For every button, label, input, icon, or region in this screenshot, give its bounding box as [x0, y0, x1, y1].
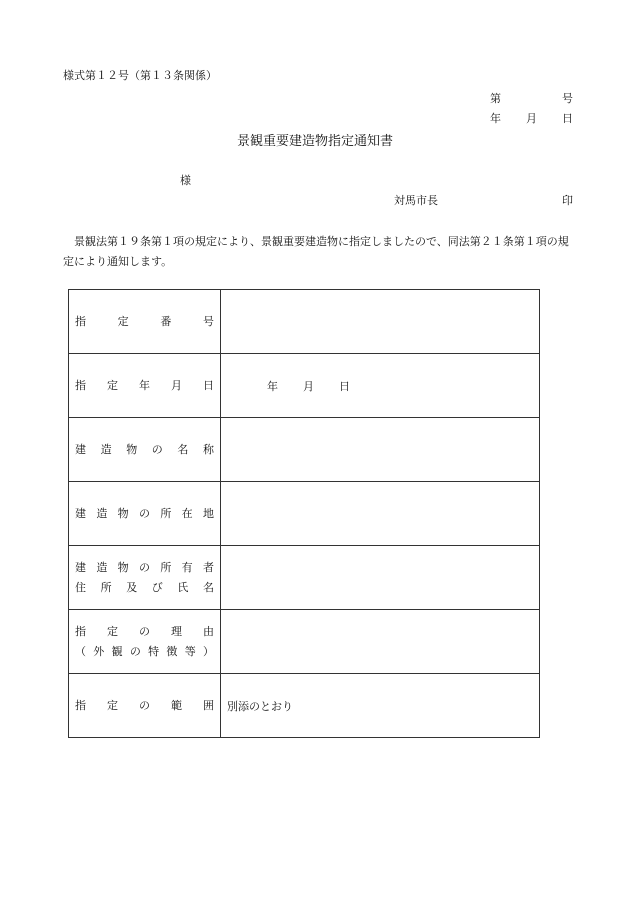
row-value-cell[interactable] — [221, 546, 540, 610]
form-number: 様式第１２号（第１３条関係） — [63, 69, 217, 82]
row-label-char: 所 — [160, 560, 172, 574]
row-label-char: 観 — [111, 644, 123, 658]
row-label-char: 物 — [117, 560, 129, 574]
row-label-char: 造 — [100, 442, 112, 456]
row-value-cell[interactable] — [221, 418, 540, 482]
table-row — [69, 418, 540, 482]
table-row — [69, 546, 540, 610]
row-label-cell — [69, 418, 221, 482]
row-label-char: 徴 — [166, 644, 178, 658]
table-row — [69, 290, 540, 354]
row-label-char: 所 — [100, 580, 112, 594]
row-label-cell — [69, 546, 221, 610]
table-row — [69, 482, 540, 546]
table-row — [69, 610, 540, 674]
row-label-char: 氏 — [177, 580, 189, 594]
row-label-cell — [69, 354, 221, 418]
row-label-char: 号 — [202, 314, 214, 328]
row-label-line — [69, 696, 220, 716]
document-number-suffix: 号 — [562, 92, 573, 105]
date-month-label: 月 — [526, 112, 537, 125]
row-label-char: 月 — [171, 378, 182, 392]
date-year-label: 年 — [490, 112, 501, 125]
row-label-char: の — [139, 624, 150, 638]
row-label-line — [69, 642, 220, 662]
row-label-char: の — [138, 560, 150, 574]
row-label-char: 地 — [202, 506, 214, 520]
row-label-char: （ — [75, 644, 86, 658]
table-row — [69, 674, 540, 738]
row-label-char: 定 — [117, 314, 129, 328]
row-label-line — [69, 578, 220, 598]
row-label-char: 等 — [184, 644, 196, 658]
row-label-char: の — [151, 442, 163, 456]
table-row — [69, 354, 540, 418]
row-label-char: 建 — [75, 506, 86, 520]
row-value-cell[interactable] — [221, 290, 540, 354]
row-label-cell — [69, 290, 221, 354]
date-part-label: 日 — [339, 379, 350, 393]
row-label-char: 囲 — [203, 698, 214, 712]
row-value-cell[interactable] — [221, 482, 540, 546]
seal-mark: 印 — [562, 194, 573, 207]
row-value-cell[interactable] — [221, 674, 540, 738]
document-number-prefix: 第 — [490, 92, 501, 105]
row-label-char: 指 — [75, 698, 86, 712]
row-label-char: 定 — [107, 378, 118, 392]
row-label-char: 外 — [93, 644, 105, 658]
row-value-text: 別添のとおり — [227, 699, 293, 713]
row-label-char: 定 — [107, 624, 118, 638]
row-label-char: 建 — [75, 442, 86, 456]
row-label-char: 日 — [203, 378, 214, 392]
row-label-char: 所 — [160, 506, 172, 520]
row-label-char: の — [129, 644, 141, 658]
row-label-char: の — [138, 506, 150, 520]
row-value-cell[interactable] — [221, 610, 540, 674]
row-label-line — [69, 312, 220, 332]
row-label-char: 定 — [107, 698, 118, 712]
row-label-char: 造 — [96, 506, 108, 520]
row-label-line — [69, 504, 220, 524]
date-part-label: 月 — [303, 379, 314, 393]
row-label-char: 物 — [117, 506, 129, 520]
row-label-char: び — [151, 580, 163, 594]
row-label-char: 建 — [75, 560, 86, 574]
row-label-char: 有 — [181, 560, 193, 574]
document-title: 景観重要建造物指定通知書 — [236, 134, 393, 149]
addressee-suffix: 様 — [180, 174, 191, 187]
row-label-char: 名 — [202, 580, 214, 594]
date-day-label: 日 — [562, 112, 573, 125]
row-label-cell — [69, 610, 221, 674]
row-label-char: 物 — [126, 442, 138, 456]
row-label-char: 住 — [75, 580, 86, 594]
row-label-char: 者 — [202, 560, 214, 574]
row-label-char: 称 — [202, 442, 214, 456]
row-label-char: 指 — [75, 314, 86, 328]
row-label-char: 範 — [171, 698, 182, 712]
designation-date-value — [227, 378, 539, 394]
date-part-label: 年 — [267, 379, 278, 393]
row-label-line — [69, 440, 220, 460]
row-label-char: 理 — [171, 624, 182, 638]
row-label-char: 指 — [75, 378, 86, 392]
row-label-line — [69, 376, 220, 396]
row-label-char: ） — [202, 644, 214, 658]
row-label-cell — [69, 674, 221, 738]
row-label-line — [69, 622, 220, 642]
row-label-char: 年 — [139, 378, 150, 392]
row-label-char: 指 — [75, 624, 86, 638]
row-label-char: 名 — [177, 442, 189, 456]
row-label-line — [69, 558, 220, 578]
notice-form-table — [68, 289, 540, 738]
row-label-char: 及 — [126, 580, 138, 594]
row-label-char: 造 — [96, 560, 108, 574]
row-label-char: の — [139, 698, 150, 712]
row-label-char: 番 — [160, 314, 172, 328]
notice-body-text: 景観法第１９条第１項の規定により、景観重要建造物に指定しましたので、同法第２１条第１項の規定により通知します。 — [63, 235, 569, 268]
row-label-char: 由 — [203, 624, 214, 638]
row-label-cell — [69, 482, 221, 546]
sender-name: 対馬市長 — [394, 194, 438, 207]
row-value-cell[interactable] — [221, 354, 540, 418]
row-label-char: 在 — [181, 506, 193, 520]
row-label-char: 特 — [148, 644, 160, 658]
